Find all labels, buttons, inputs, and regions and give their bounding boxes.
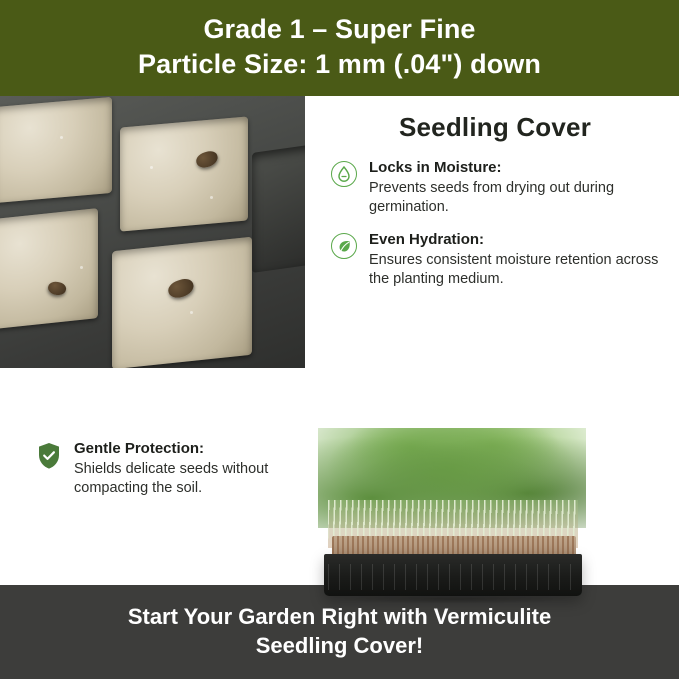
tray-body	[0, 96, 305, 368]
feature-description: Ensures consistent moisture retention across the planting medium.	[369, 251, 659, 287]
tray-cell	[120, 116, 248, 231]
tray-cell	[0, 208, 98, 330]
feature-title: Even Hydration:	[369, 231, 485, 248]
vermiculite-speck	[80, 266, 83, 269]
vermiculite-speck	[210, 196, 213, 199]
features-panel	[305, 96, 679, 368]
microgreens-photo	[300, 418, 679, 585]
header-title-line-1: Grade 1 – Super Fine	[203, 14, 476, 45]
microgreens-illustration	[310, 428, 595, 593]
feature-description: Prevents seeds from drying out during germination.	[369, 179, 615, 215]
tray-shadow	[336, 594, 572, 604]
tray-cell-empty	[252, 143, 305, 273]
footer-line-2: Seedling Cover!	[255, 633, 424, 658]
bottom-section	[0, 368, 679, 585]
header-banner	[0, 0, 679, 96]
feature-description: Shields delicate seeds without compacting the soil.	[74, 460, 269, 496]
leaf-icon	[331, 233, 357, 259]
section-title: Seedling Cover	[398, 112, 592, 142]
feature-item	[36, 440, 282, 498]
vermiculite-speck	[150, 166, 153, 169]
feature-item	[331, 159, 659, 217]
feature-text	[74, 440, 282, 498]
header-title-line-2: Particle Size: 1 mm (.04") down	[137, 49, 541, 79]
top-section	[0, 96, 679, 368]
feature-title: Locks in Moisture:	[369, 159, 502, 176]
vermiculite-speck	[190, 311, 193, 314]
bottom-feature-panel	[0, 418, 300, 585]
tray-cell	[0, 97, 112, 203]
black-growing-tray	[324, 554, 582, 596]
vermiculite-speck	[60, 136, 63, 139]
feature-item	[331, 231, 659, 289]
feature-text	[369, 231, 659, 289]
seed-tray-photo	[0, 96, 305, 368]
tray-cell	[112, 237, 252, 368]
shield-check-icon	[36, 441, 62, 471]
feature-text	[369, 159, 659, 217]
footer-line-1: Start Your Garden Right with Vermiculite	[127, 604, 552, 630]
feature-title: Gentle Protection:	[74, 440, 205, 457]
water-drop-icon	[331, 161, 357, 187]
